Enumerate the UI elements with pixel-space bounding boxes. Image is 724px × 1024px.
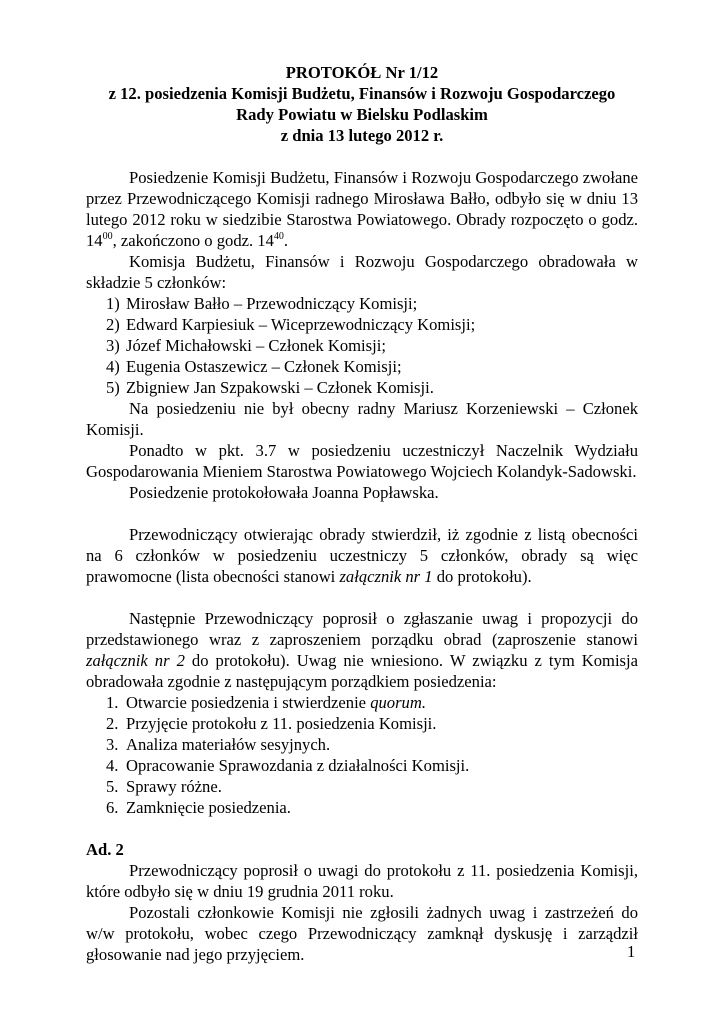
list-item: 2) Edward Karpiesiuk – Wiceprzewodniczący Komisji; — [106, 315, 476, 334]
list-item: 6. Zamknięcie posiedzenia. — [106, 798, 291, 817]
ad2-paragraph-1: Przewodniczący poprosił o uwagi do protokołu z 11. posiedzenia Komisji, które odbyło się w dniu 19 grudnia 2011 roku. — [86, 861, 638, 901]
title-line-4: z dnia 13 lutego 2012 r. — [280, 126, 444, 145]
guest-paragraph: Ponadto w pkt. 3.7 w posiedzeniu uczestniczył Naczelnik Wydziału Gospodarowania Mieniem Starostwa Powiatowego Wojciech Kolandyk-Sadowski. — [86, 441, 638, 481]
page-number: 1 — [627, 942, 636, 961]
list-item: 5) Zbigniew Jan Szpakowski – Członek Komisji. — [106, 378, 434, 397]
minutes-paragraph: Posiedzenie protokołowała Joanna Popławska. — [129, 483, 439, 502]
document-page — [86, 62, 638, 965]
list-item: 3. Analiza materiałów sesyjnych. — [106, 735, 331, 754]
composition-paragraph: Komisja Budżetu, Finansów i Rozwoju Gospodarczego obradowała w składzie 5 członków: — [86, 252, 638, 292]
list-item: 4. Opracowanie Sprawozdania z działalności Komisji. — [106, 756, 470, 775]
list-item: 1. Otwarcie posiedzenia i stwierdzenie quorum. — [106, 693, 426, 712]
list-item: 2. Przyjęcie protokołu z 11. posiedzenia Komisji. — [106, 714, 437, 733]
title-line-1: PROTOKÓŁ Nr 1/12 — [285, 63, 439, 82]
section-heading-ad2: Ad. 2 — [86, 840, 124, 859]
list-item: 1) Mirosław Bałło – Przewodniczący Komisji; — [106, 294, 418, 313]
document-title — [86, 62, 638, 146]
title-line-2: z 12. posiedzenia Komisji Budżetu, Finansów i Rozwoju Gospodarczego — [108, 84, 616, 103]
list-item: 5. Sprawy różne. — [106, 777, 222, 796]
title-line-3: Rady Powiatu w Bielsku Podlaskim — [236, 105, 488, 124]
intro-paragraph: Posiedzenie Komisji Budżetu, Finansów i Rozwoju Gospodarczego zwołane przez Przewodniczącego Komisji radnego Mirosława Bałło, odbyło się w dniu 13 lutego 2012 roku w siedzibie Starostwa Powiatowego. Obrady rozpoczęto o godz. $14^{00}$, zakończono o godz. $14^{40}$. — [86, 168, 638, 250]
absent-paragraph: Na posiedzeniu nie był obecny radny Mariusz Korzeniewski – Członek Komisji. — [86, 399, 638, 439]
list-item: 4) Eugenia Ostaszewicz – Członek Komisji; — [106, 357, 402, 376]
members-list — [86, 293, 638, 398]
quorum-paragraph: Przewodniczący otwierając obrady stwierdził, iż zgodnie z listą obecności na 6 członków w posiedzeniu uczestniczy 5 członków, obrady są więc prawomocne (lista obecności stanowi załącznik nr 1 do protokołu). — [86, 525, 638, 586]
list-item: 3) Józef Michałowski – Członek Komisji; — [106, 336, 386, 355]
ad2-paragraph-2: Pozostali członkowie Komisji nie zgłosili żadnych uwag i zastrzeżeń do w/w protokołu, wobec czego Przewodniczący zamknął dyskusję i zarządził głosowanie nad jego przyjęciem. — [86, 903, 638, 964]
agenda-intro-paragraph: Następnie Przewodniczący poprosił o zgłaszanie uwag i propozycji do przedstawionego wraz z zaproszeniem porządku obrad (zaproszenie stanowi załącznik nr 2 do protokołu). Uwag nie wniesiono. W związku z tym Komisja obradowała zgodnie z następującym porządkiem posiedzenia: — [86, 609, 638, 691]
agenda-list — [86, 692, 638, 818]
